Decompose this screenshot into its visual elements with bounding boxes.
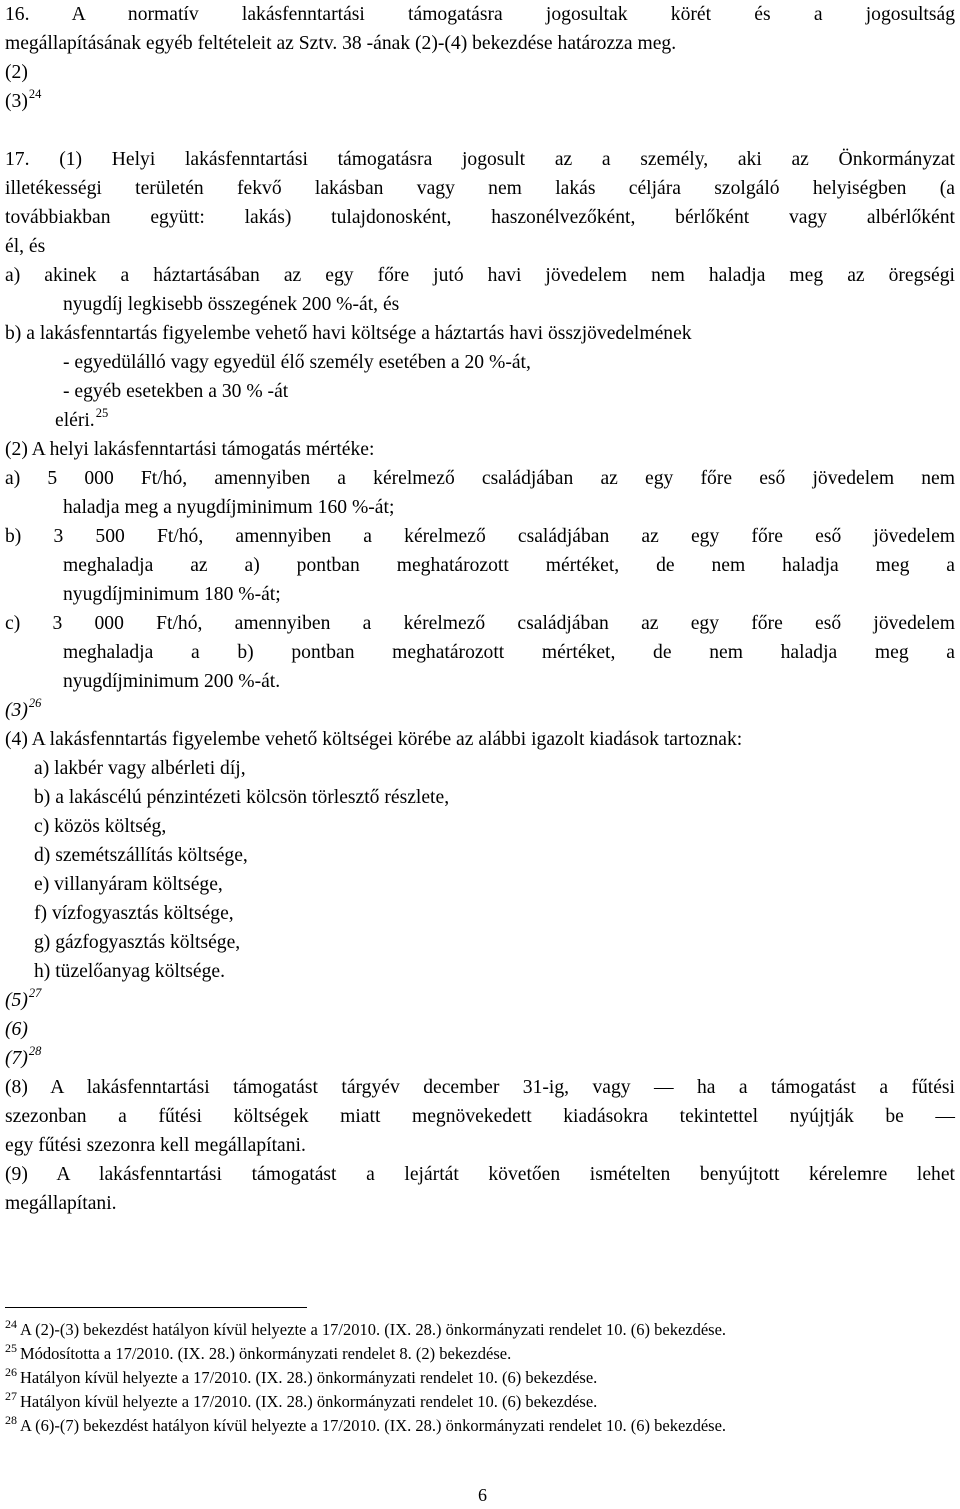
paragraph-5-repealed: $(5)^{27}$: [5, 986, 42, 1011]
footnote-ref-25: 25: [95, 406, 109, 420]
paragraph-2-b-line-2: meghaladja az a) pontban meghatározott mértéket, de nem haladja meg a: [63, 555, 955, 576]
item-b-dash-2: - egyéb esetekben a 30 % -át: [63, 381, 289, 402]
item-a-line-2: nyugdíj legkisebb összegének 200 %-át, és: [63, 294, 400, 315]
paragraph-2-a-line-1: a) 5 000 Ft/hó, amennyiben a kérelmező családjában az egy főre eső jövedelem nem: [5, 468, 955, 489]
paragraph-2-c-line-1: c) 3 000 Ft/hó, amennyiben a kérelmező családjában az egy főre eső jövedelem: [5, 613, 955, 634]
paragraph-4-heading: (4) A lakásfenntartás figyelembe vehető költségei körébe az alábbi igazolt kiadások tartoznak:: [5, 729, 743, 750]
paragraph-4-item-f: f) vízfogyasztás költsége,: [34, 903, 234, 924]
item-b-dash-1: - egyedülálló vagy egyedül élő személy esetében a 20 %-át,: [63, 352, 531, 373]
paragraph-3-number: $(3)^{24}$: [5, 87, 42, 112]
paragraph-4-item-d: d) szemétszállítás költsége,: [34, 845, 248, 866]
item-b-line-1: b) a lakásfenntartás figyelembe vehető havi költsége a háztartás havi összjövedelmének: [5, 323, 692, 344]
footnote-25: $^{25}$ Módosította a 17/2010. (IX. 28.) önkormányzati rendelet 8. (2) bekezdése.: [5, 1341, 512, 1363]
paragraph-6-repealed: (6): [5, 1019, 28, 1040]
paragraph-2-b-line-3: nyugdíjminimum 180 %-át;: [63, 584, 281, 605]
paragraph-2-number: (2): [5, 62, 28, 83]
section-16-line-2: megállapításának egyéb feltételeit az Sztv. 38 -ának (2)-(4) bekezdése határozza meg.: [5, 33, 677, 54]
section-17-line-2: illetékességi területén fekvő lakásban vagy nem lakás céljára szolgáló helyiségben (a: [5, 178, 955, 199]
paragraph-4-item-e: e) villanyáram költsége,: [34, 874, 223, 895]
paragraph-2-b-line-1: b) 3 500 Ft/hó, amennyiben a kérelmező családjában az egy főre eső jövedelem: [5, 526, 955, 547]
footnote-ref-27: 27: [28, 986, 42, 1000]
section-16-line-1: 16. A normatív lakásfenntartási támogatásra jogosultak körét és a jogosultság: [5, 4, 955, 25]
footnote-ref-26: 26: [28, 696, 42, 710]
paragraph-2-a-line-2: haladja meg a nyugdíjminimum 160 %-át;: [63, 497, 395, 518]
paragraph-9-line-2: megállapítani.: [5, 1193, 117, 1214]
paragraph-8-line-2: szezonban a fűtési költségek miatt megnövekedett kiadásokra tekintettel nyújtják be —: [5, 1106, 955, 1127]
paragraph-4-item-a: a) lakbér vagy albérleti díj,: [34, 758, 246, 779]
section-17-line-1: 17. (1) Helyi lakásfenntartási támogatásra jogosult az a személy, aki az Önkormányzat: [5, 149, 955, 170]
section-17-line-4: él, és: [5, 236, 46, 257]
footnote-ref-28: 28: [28, 1044, 42, 1058]
paragraph-2-c-line-2: meghaladja a b) pontban meghatározott mértéket, de nem haladja meg a: [63, 642, 955, 663]
section-17-line-3: továbbiakban együtt: lakás) tulajdonosként, haszonélvezőként, bérlőként vagy albérlőként: [5, 207, 955, 228]
item-a-line-1: a) akinek a háztartásában az egy főre jutó havi jövedelem nem haladja meg az öregségi: [5, 265, 955, 286]
paragraph-3-repealed: $(3)^{26}$: [5, 696, 42, 721]
item-b-end: eléri.$^{25}$: [55, 406, 109, 431]
page-number: 6: [478, 1485, 487, 1505]
document-page: [5, 0, 955, 1509]
paragraph-4-item-g: g) gázfogyasztás költsége,: [34, 932, 241, 953]
footnote-24: $^{24}$ A (2)-(3) bekezdést hatályon kívül helyezte a 17/2010. (IX. 28.) önkormányzati rendelet 10. (6) bekezdése.: [5, 1317, 727, 1339]
paragraph-4-item-c: c) közös költség,: [34, 816, 167, 837]
footnote-27: $^{27}$ Hatályon kívül helyezte a 17/2010. (IX. 28.) önkormányzati rendelet 10. (6) bekezdése.: [5, 1389, 598, 1411]
footnote-28: $^{28}$ A (6)-(7) bekezdést hatályon kívül helyezte a 17/2010. (IX. 28.) önkormányzati rendelet 10. (6) bekezdése.: [5, 1413, 727, 1435]
paragraph-4-item-h: h) tüzelőanyag költsége.: [34, 961, 225, 982]
footnote-ref-24: 24: [28, 87, 42, 101]
paragraph-7-repealed: $(7)^{28}$: [5, 1044, 42, 1069]
paragraph-2-c-line-3: nyugdíjminimum 200 %-át.: [63, 671, 281, 692]
paragraph-9-line-1: (9) A lakásfenntartási támogatást a lejártát követően ismételten benyújtott kérelemre lehet: [5, 1164, 955, 1185]
paragraph-2-heading: (2) A helyi lakásfenntartási támogatás mértéke:: [5, 439, 375, 460]
paragraph-8-line-3: egy fűtési szezonra kell megállapítani.: [5, 1135, 306, 1156]
footnote-26: $^{26}$ Hatályon kívül helyezte a 17/2010. (IX. 28.) önkormányzati rendelet 10. (6) bekezdése.: [5, 1365, 598, 1387]
paragraph-4-item-b: b) a lakáscélú pénzintézeti kölcsön törlesztő részlete,: [34, 787, 450, 808]
footnote-divider: [5, 1307, 307, 1308]
paragraph-8-line-1: (8) A lakásfenntartási támogatást tárgyév december 31-ig, vagy — ha a támogatást a fűtési: [5, 1077, 955, 1098]
